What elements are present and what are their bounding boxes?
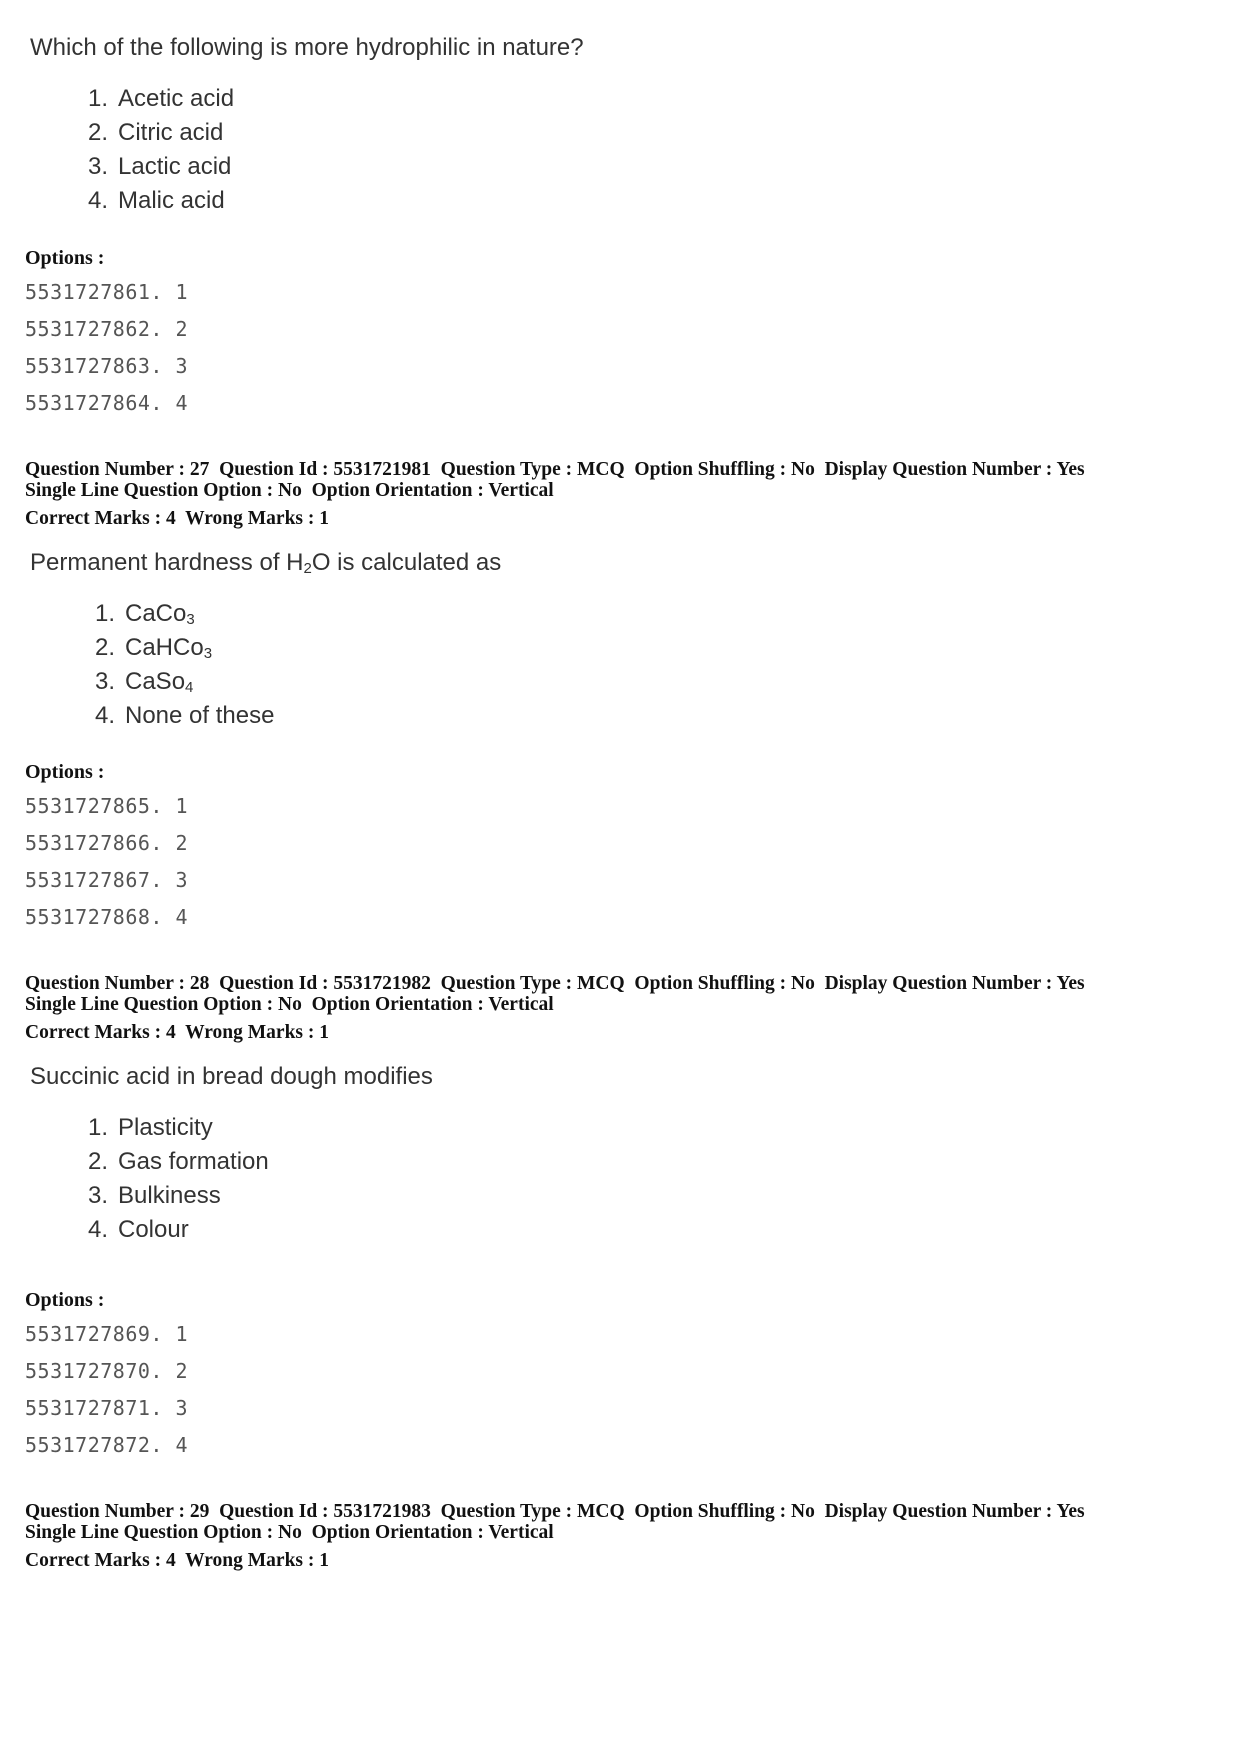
choice-item: [70, 1179, 433, 1213]
meta-line-2: Single Line Question Option : No Option Orientation : Vertical: [25, 1522, 554, 1543]
choice-number: 4.: [94, 702, 115, 729]
choice-item: [70, 82, 584, 116]
choice-number: 1.: [87, 1114, 108, 1141]
choice-text: Acetic acid: [118, 85, 235, 112]
choice-number: 4.: [87, 187, 108, 214]
meta-line-2: Single Line Question Option : No Option Orientation : Vertical: [25, 480, 554, 501]
choice-number: 2.: [87, 1148, 108, 1175]
meta-line-1: Question Number : 29 Question Id : 5531721983 Question Type : MCQ Option Shuffling : No Display Question Number : Yes: [25, 1501, 1085, 1522]
question-28-body: [30, 1063, 433, 1247]
question-text-part: Permanent hardness of H: [30, 549, 304, 576]
subscript: 2: [303, 560, 312, 577]
choice-item: [77, 699, 501, 733]
option-id: 5531727864. 4: [25, 391, 189, 415]
choice-text: Bulkiness: [118, 1182, 221, 1209]
choice-item: [70, 1111, 433, 1145]
choice-text: Plasticity: [118, 1114, 213, 1141]
question-27-body: [30, 549, 501, 733]
marks-line: Correct Marks : 4 Wrong Marks : 1: [25, 508, 330, 529]
subscript: 3: [203, 645, 213, 662]
subscript: 3: [186, 611, 195, 628]
question-28-meta: [25, 973, 1085, 1043]
question-text-part: O is calculated as: [311, 549, 502, 576]
option-id: 5531727871. 3: [25, 1396, 189, 1420]
question-27-text: [30, 549, 501, 577]
choice-number: 1.: [94, 600, 115, 627]
choice-number: 3.: [94, 668, 115, 695]
question-28-text: Succinic acid in bread dough modifies: [30, 1063, 433, 1090]
question-28-choices: [70, 1111, 433, 1247]
marks-line: Correct Marks : 4 Wrong Marks : 1: [25, 1550, 330, 1571]
choice-text: Colour: [118, 1216, 189, 1243]
question-26-options: [25, 246, 188, 422]
choice-item: [70, 116, 584, 150]
option-id: 5531727872. 4: [25, 1433, 189, 1457]
choice-number: 1.: [87, 85, 108, 112]
choice-text: Lactic acid: [118, 153, 232, 180]
marks-line: Correct Marks : 4 Wrong Marks : 1: [25, 1022, 330, 1043]
choice-number: 2.: [87, 119, 108, 146]
question-26-body: [30, 34, 584, 218]
choice-number: 3.: [87, 1182, 108, 1209]
options-label: Options :: [25, 761, 105, 783]
choice-item: [77, 597, 501, 631]
question-27-meta: [25, 459, 1085, 529]
meta-line-1: Question Number : 28 Question Id : 5531721982 Question Type : MCQ Option Shuffling : No Display Question Number : Yes: [25, 973, 1085, 994]
question-27-choices: [77, 597, 501, 733]
meta-line-1: Question Number : 27 Question Id : 5531721981 Question Type : MCQ Option Shuffling : No Display Question Number : Yes: [25, 459, 1085, 480]
choice-text: None of these: [125, 702, 275, 729]
option-id: 5531727868. 4: [25, 905, 189, 929]
choice-item: [70, 150, 584, 184]
option-id: 5531727867. 3: [25, 868, 189, 892]
option-id: 5531727863. 3: [25, 354, 189, 378]
option-id: 5531727870. 2: [25, 1359, 189, 1383]
question-26-choices: [70, 82, 584, 218]
choice-item: [70, 1145, 433, 1179]
choice-text: Citric acid: [118, 119, 224, 146]
choice-text: CaCo: [125, 600, 187, 627]
choice-number: 3.: [87, 153, 108, 180]
choice-item: [70, 1213, 433, 1247]
option-id: 5531727869. 1: [25, 1322, 189, 1346]
question-26-text: Which of the following is more hydrophilic in nature?: [30, 34, 584, 61]
choice-text: Gas formation: [118, 1148, 269, 1175]
choice-text: CaSo: [125, 668, 186, 695]
subscript: 4: [185, 679, 194, 696]
choice-number: 4.: [87, 1216, 108, 1243]
choice-text: Malic acid: [118, 187, 225, 214]
choice-number: 2.: [94, 634, 115, 661]
question-27-options: [25, 760, 188, 936]
question-28-options: [25, 1288, 188, 1464]
choice-item: [70, 184, 584, 218]
option-id: 5531727862. 2: [25, 317, 189, 341]
question-29-meta: [25, 1501, 1085, 1571]
choice-item: [77, 631, 501, 665]
meta-line-2: Single Line Question Option : No Option Orientation : Vertical: [25, 994, 554, 1015]
choice-item: [77, 665, 501, 699]
option-id: 5531727861. 1: [25, 280, 189, 304]
option-id: 5531727865. 1: [25, 794, 189, 818]
choice-text: CaHCo: [125, 634, 204, 661]
option-id: 5531727866. 2: [25, 831, 189, 855]
options-label: Options :: [25, 247, 105, 269]
options-label: Options :: [25, 1289, 105, 1311]
